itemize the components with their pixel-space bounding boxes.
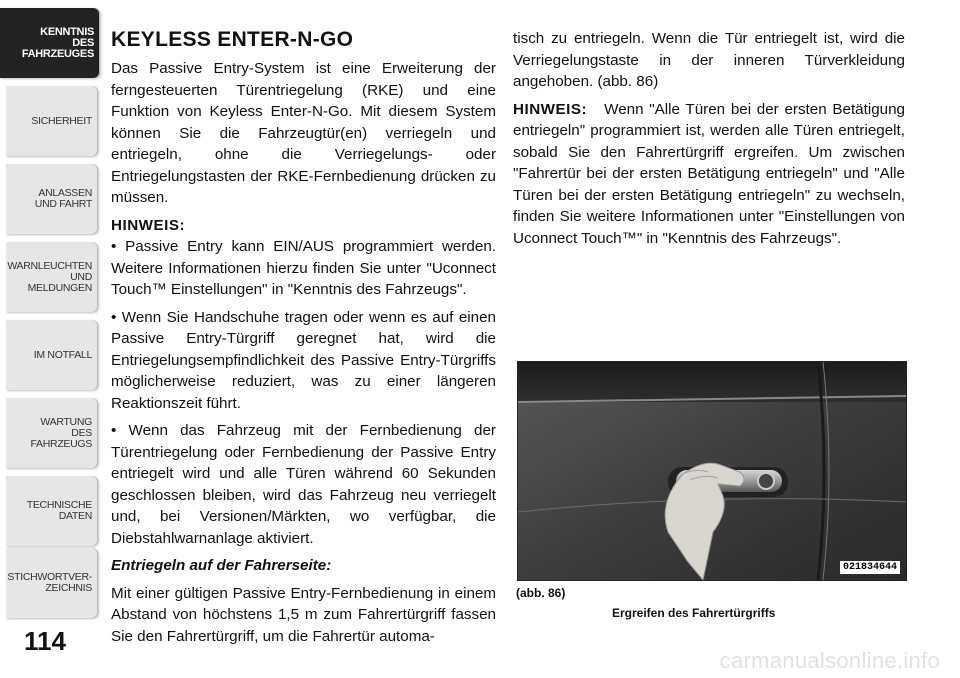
- figure-code: 021834644: [840, 561, 900, 574]
- tab-wartung-des-fahrzeugs[interactable]: [6, 398, 98, 468]
- tab-technische-daten[interactable]: [6, 476, 98, 546]
- bullet-gloves: • Wenn Sie Handschuhe tragen oder wenn es auf einen Passive Entry-Türgriff geregnet hat, wird die Entriegelungsempfindlichkeit des Passive Entry-Türgriffs möglicherweise reduziert, was zu einer längeren Reaktionszeit führt.: [111, 308, 496, 412]
- tab-label: WARNLEUCHTEN UND MELDUNGEN: [7, 259, 92, 294]
- tab-label: KENNTNIS DES FAHRZEUGES: [21, 25, 94, 60]
- left-column: [111, 28, 496, 653]
- figure-caption: Ergreifen des Fahrertürgriffs: [612, 606, 776, 620]
- page-title: KEYLESS ENTER-N-GO: [111, 28, 354, 51]
- continuation-paragraph: tisch zu entriegeln. Wenn die Tür entriegelt ist, wird die Verriegelungstaste in der inneren Türverkleidung angehoben. (abb. 86): [513, 30, 905, 90]
- tab-label: WARTUNG DES FAHRZEUGS: [30, 415, 92, 450]
- tab-label: TECHNISCHE DATEN: [26, 499, 92, 522]
- note-text: Wenn "Alle Türen bei der ersten Betätigung entriegeln" programmiert ist, werden alle Türen entriegelt, sobald Sie den Fahrertürgriff ergreifen. Um zwischen "Fahrertür bei der ersten Betätigung entriegeln" und "Alle Türen bei der ersten Betätigung entriegeln" zu wechseln, finden Sie weitere Informationen unter "Einstellungen von Uconnect Touch™" in "Kenntnis des Fahrzeugs".: [513, 100, 905, 247]
- driver-side-paragraph: Mit einer gültigen Passive Entry-Fernbedienung in einem Abstand von höchstens 1,5 m zum Fahrertürgriff fassen Sie den Fahrertürgriff, um die Fahrertür automa-: [111, 584, 496, 645]
- door-handle-illustration: [518, 362, 906, 580]
- note-paragraph: [513, 99, 905, 250]
- note-label: HINWEIS:: [111, 216, 186, 234]
- page-number: 114: [24, 626, 66, 656]
- tab-kenntnis-des-fahrzeuges[interactable]: [0, 8, 100, 78]
- subheading-driver-side: Entriegeln auf der Fahrerseite:: [111, 557, 332, 574]
- bullet-passive-entry: • Passive Entry kann EIN/AUS programmiert werden. Weitere Informationen hierzu finden Sie unter "Uconnect Touch™ Einstellungen" in "Kenntnis des Fahrzeugs".: [111, 238, 496, 298]
- tab-stichwortverzeichnis[interactable]: [6, 548, 98, 618]
- bullet-relock: • Wenn das Fahrzeug mit der Fernbedienung der Türentriegelung oder Fernbedienung der Passive Entry entriegelt wird und alle Türen während 60 Sekunden geschlossen bleiben, wird das Fahrzeug neu verriegelt und, bei Versionen/Märkten, wo verfügbar, die Diebstahlwarnanlage aktiviert.: [111, 422, 496, 547]
- right-column: [513, 28, 905, 255]
- door-handle-figure: [517, 361, 907, 581]
- chapter-tabs: [0, 0, 100, 620]
- tab-im-notfall[interactable]: [6, 320, 98, 390]
- tab-label: STICHWORTVER- ZEICHNIS: [7, 571, 92, 594]
- tab-label: SICHERHEIT: [31, 114, 92, 127]
- tab-label: ANLASSEN UND FAHRT: [34, 187, 92, 210]
- intro-paragraph: Das Passive Entry-System ist eine Erweiterung der ferngesteuerten Türentriegelung (RKE) und eine Funktion von Keyless Enter-N-Go. Mit diesem System können Sie die Fahrzeugtür(en) verriegeln und entriegeln, ohne die Verriegelungs- oder Entriegelungstasten der RKE-Fernbedienung drücken zu müssen.: [111, 60, 496, 206]
- tab-warnleuchten-und-meldungen[interactable]: [6, 242, 98, 312]
- tab-label: IM NOTFALL: [33, 348, 92, 361]
- tab-anlassen-und-fahrt[interactable]: [6, 164, 98, 234]
- note-label: HINWEIS:: [513, 100, 588, 118]
- watermark: carmanualsonline.info: [719, 648, 940, 673]
- figure-reference: (abb. 86): [516, 586, 566, 600]
- tab-sicherheit[interactable]: [6, 86, 98, 156]
